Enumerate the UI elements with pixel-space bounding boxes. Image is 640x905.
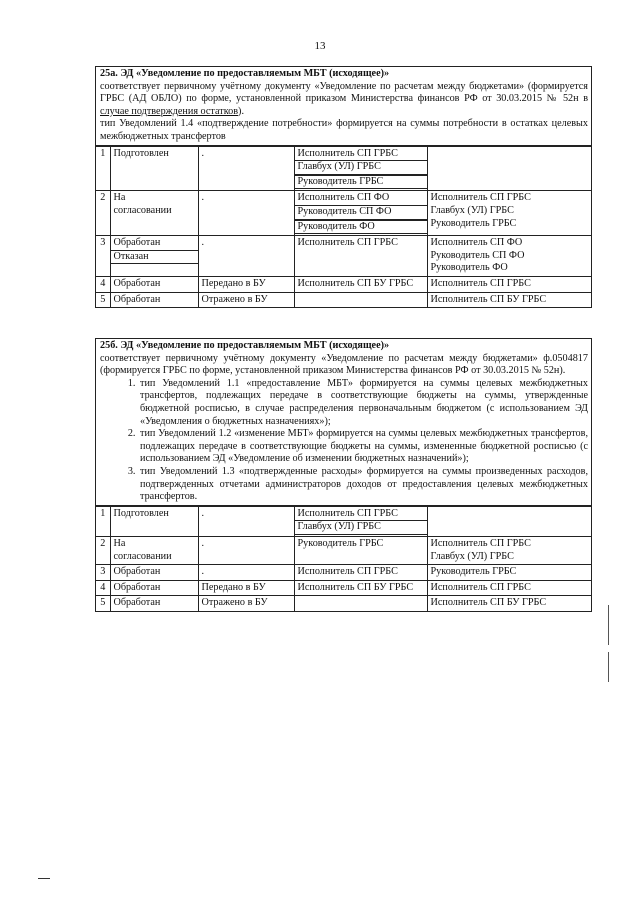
- role-label: Исполнитель СП ГРБС: [297, 237, 398, 249]
- roles-cell: [294, 536, 427, 564]
- table-row: [96, 565, 591, 581]
- status-label: Обработан: [113, 277, 161, 289]
- action-cell: .: [198, 191, 294, 236]
- status-label: Обработан: [113, 597, 161, 609]
- action-cell: Передано в БУ: [198, 580, 294, 596]
- section-25b-status-table: [96, 506, 591, 612]
- status-cell: [110, 276, 198, 292]
- approvers-cell: [427, 292, 591, 308]
- role-label: Исполнитель СП ГРБС: [297, 507, 398, 519]
- status-cell: [110, 580, 198, 596]
- approvers-cell: [427, 565, 591, 581]
- section-25b: [95, 338, 592, 612]
- table-row: [96, 596, 591, 612]
- section-25a-status-table: [96, 146, 591, 309]
- approvers-cell: [427, 191, 591, 236]
- table-row: [96, 146, 591, 191]
- role-label: Руководитель ФО: [430, 262, 508, 274]
- approvers-cell: [427, 276, 591, 292]
- table-row: [96, 580, 591, 596]
- section-25a-description: [96, 67, 591, 146]
- roles-cell: [294, 292, 427, 308]
- table-row: [96, 506, 591, 536]
- role-label: Исполнитель СП БУ ГРБС: [297, 581, 414, 593]
- roles-cell: [294, 146, 427, 191]
- status-label: Обработан: [113, 237, 161, 249]
- status-cell: [110, 236, 198, 277]
- status-label: Подготовлен: [113, 147, 169, 159]
- roles-cell: [294, 506, 427, 536]
- approvers-cell: [427, 536, 591, 564]
- table-row: [96, 191, 591, 236]
- role-label: Исполнитель СП ГРБС: [297, 566, 398, 578]
- action-cell: .: [198, 565, 294, 581]
- action-cell: .: [198, 236, 294, 277]
- role-label: Исполнитель СП ГРБС: [430, 277, 531, 289]
- section-25a-paragraph-2: тип Уведомлений 1.4 «подтверждение потребности» формируется на суммы потребности в остатках целевых межбюджетных трансфертов: [100, 118, 588, 142]
- roles-cell: [294, 276, 427, 292]
- role-label: Главбух (УЛ) ГРБС: [294, 520, 428, 535]
- status-cell: [110, 536, 198, 564]
- status-cell: [110, 596, 198, 612]
- approvers-cell: [427, 596, 591, 612]
- status-label: Обработан: [113, 581, 161, 593]
- approvers-cell: [427, 506, 591, 536]
- roles-cell: [294, 596, 427, 612]
- status-label: На: [113, 192, 126, 204]
- section-25a-paragraph-1: соответствует первичному учётному документу «Уведомление по расчетам между бюджетами» (формируется ГРБС (АД ОБЛО) по форме, установленной приказом Министерства финансов РФ от 30.03.2015 № 52н в случае подтверждения остатков).: [100, 80, 588, 117]
- margin-mark: [608, 605, 609, 645]
- role-label: Исполнитель СП БУ ГРБС: [297, 277, 414, 289]
- row-number: 1: [96, 146, 110, 191]
- role-label: Главбух (УЛ) ГРБС: [294, 160, 428, 175]
- table-row: [96, 276, 591, 292]
- role-label: Исполнитель СП ГРБС: [430, 537, 531, 549]
- status-label: Обработан: [113, 566, 161, 578]
- role-label: Исполнитель СП ГРБС: [430, 581, 531, 593]
- roles-cell: [294, 191, 427, 236]
- status-label: На: [113, 537, 126, 549]
- action-cell: Отражено в БУ: [198, 292, 294, 308]
- role-label: Руководитель ГРБС: [430, 217, 517, 229]
- role-label: Исполнитель СП ФО: [430, 237, 523, 249]
- status-label: согласовании: [113, 204, 172, 216]
- section-25b-paragraph-1: соответствует первичному учётному документу «Уведомление по расчетам между бюджетами» ф.0504817 (формируется ГРБС по форме, установленной приказом Министерства финансов РФ от 30.03.2015 № 52н).: [100, 352, 588, 377]
- row-number: 3: [96, 565, 110, 581]
- list-item: 3. тип Уведомлений 1.3 «подтвержденные расходы» формируется на суммы произведенных расходов, подтвержденных отчетами администраторов доходов от предоставления целевых межбюджетных трансфертов.: [138, 466, 588, 504]
- footer-dash: [38, 878, 50, 879]
- role-label: Руководитель СП ФО: [430, 249, 525, 261]
- margin-mark: [608, 652, 609, 682]
- row-number: 4: [96, 276, 110, 292]
- status-cell: [110, 292, 198, 308]
- status-cell: [110, 146, 198, 191]
- section-25b-description: [96, 339, 591, 506]
- roles-cell: [294, 565, 427, 581]
- action-cell: Отражено в БУ: [198, 596, 294, 612]
- roles-cell: [294, 236, 427, 277]
- role-label: Главбух (УЛ) ГРБС: [430, 204, 514, 216]
- approvers-cell: [427, 146, 591, 191]
- row-number: 4: [96, 580, 110, 596]
- status-label: согласовании: [113, 550, 172, 562]
- role-label: Руководитель ФО: [294, 220, 428, 235]
- approvers-cell: [427, 236, 591, 277]
- status-label: Подготовлен: [113, 507, 169, 519]
- table-row: [96, 292, 591, 308]
- section-25a: [95, 66, 592, 308]
- section-25b-notification-types-list: [100, 378, 588, 504]
- action-cell: .: [198, 146, 294, 191]
- action-cell: Передано в БУ: [198, 276, 294, 292]
- approvers-cell: [427, 580, 591, 596]
- list-item: 1. тип Уведомлений 1.1 «предоставление МБТ» формируется на суммы целевых межбюджетных трансфертов, подлежащих передаче в соответствующие бюджеты на суммы, утвержденные бюджетной росписью, в случае распределения первоначальным бюджетом (с использованием ЭД «Уведомления о бюджетных назначениях»);: [138, 378, 588, 428]
- role-label: Руководитель ГРБС: [297, 537, 384, 549]
- row-number: 2: [96, 191, 110, 236]
- section-25a-title: 25а. ЭД «Уведомление по предоставляемым МБТ (исходящее)»: [100, 68, 390, 79]
- table-row: [96, 236, 591, 277]
- row-number: 3: [96, 236, 110, 277]
- role-label: Исполнитель СП БУ ГРБС: [430, 293, 547, 305]
- role-label: Руководитель ГРБС: [294, 175, 428, 190]
- page-number: 13: [314, 40, 326, 52]
- status-cell: [110, 565, 198, 581]
- status-label: Обработан: [113, 293, 161, 305]
- row-number: 1: [96, 506, 110, 536]
- list-item: 2. тип Уведомлений 1.2 «изменение МБТ» формируется на суммы целевых межбюджетных трансфертов, подлежащих передаче в соответствующие бюджеты на суммы, измененные бюджетной росписью (с использованием ЭД «Уведомление об изменении бюджетных назначений»);: [138, 428, 588, 466]
- action-cell: .: [198, 536, 294, 564]
- row-number: 5: [96, 292, 110, 308]
- row-number: 2: [96, 536, 110, 564]
- role-label: Исполнитель СП БУ ГРБС: [430, 597, 547, 609]
- row-number: 5: [96, 596, 110, 612]
- role-label: Исполнитель СП ФО: [297, 192, 390, 204]
- roles-cell: [294, 580, 427, 596]
- section-25b-title: 25б. ЭД «Уведомление по предоставляемым МБТ (исходящее)»: [100, 340, 390, 351]
- role-label: Руководитель ГРБС: [430, 566, 517, 578]
- role-label: Главбух (УЛ) ГРБС: [430, 550, 514, 562]
- table-row: [96, 536, 591, 564]
- action-cell: .: [198, 506, 294, 536]
- status-cell: [110, 191, 198, 236]
- status-label: Отказан: [110, 250, 199, 265]
- role-label: Исполнитель СП ГРБС: [297, 147, 398, 159]
- role-label: Исполнитель СП ГРБС: [430, 192, 531, 204]
- status-cell: [110, 506, 198, 536]
- role-label: Руководитель СП ФО: [294, 205, 428, 220]
